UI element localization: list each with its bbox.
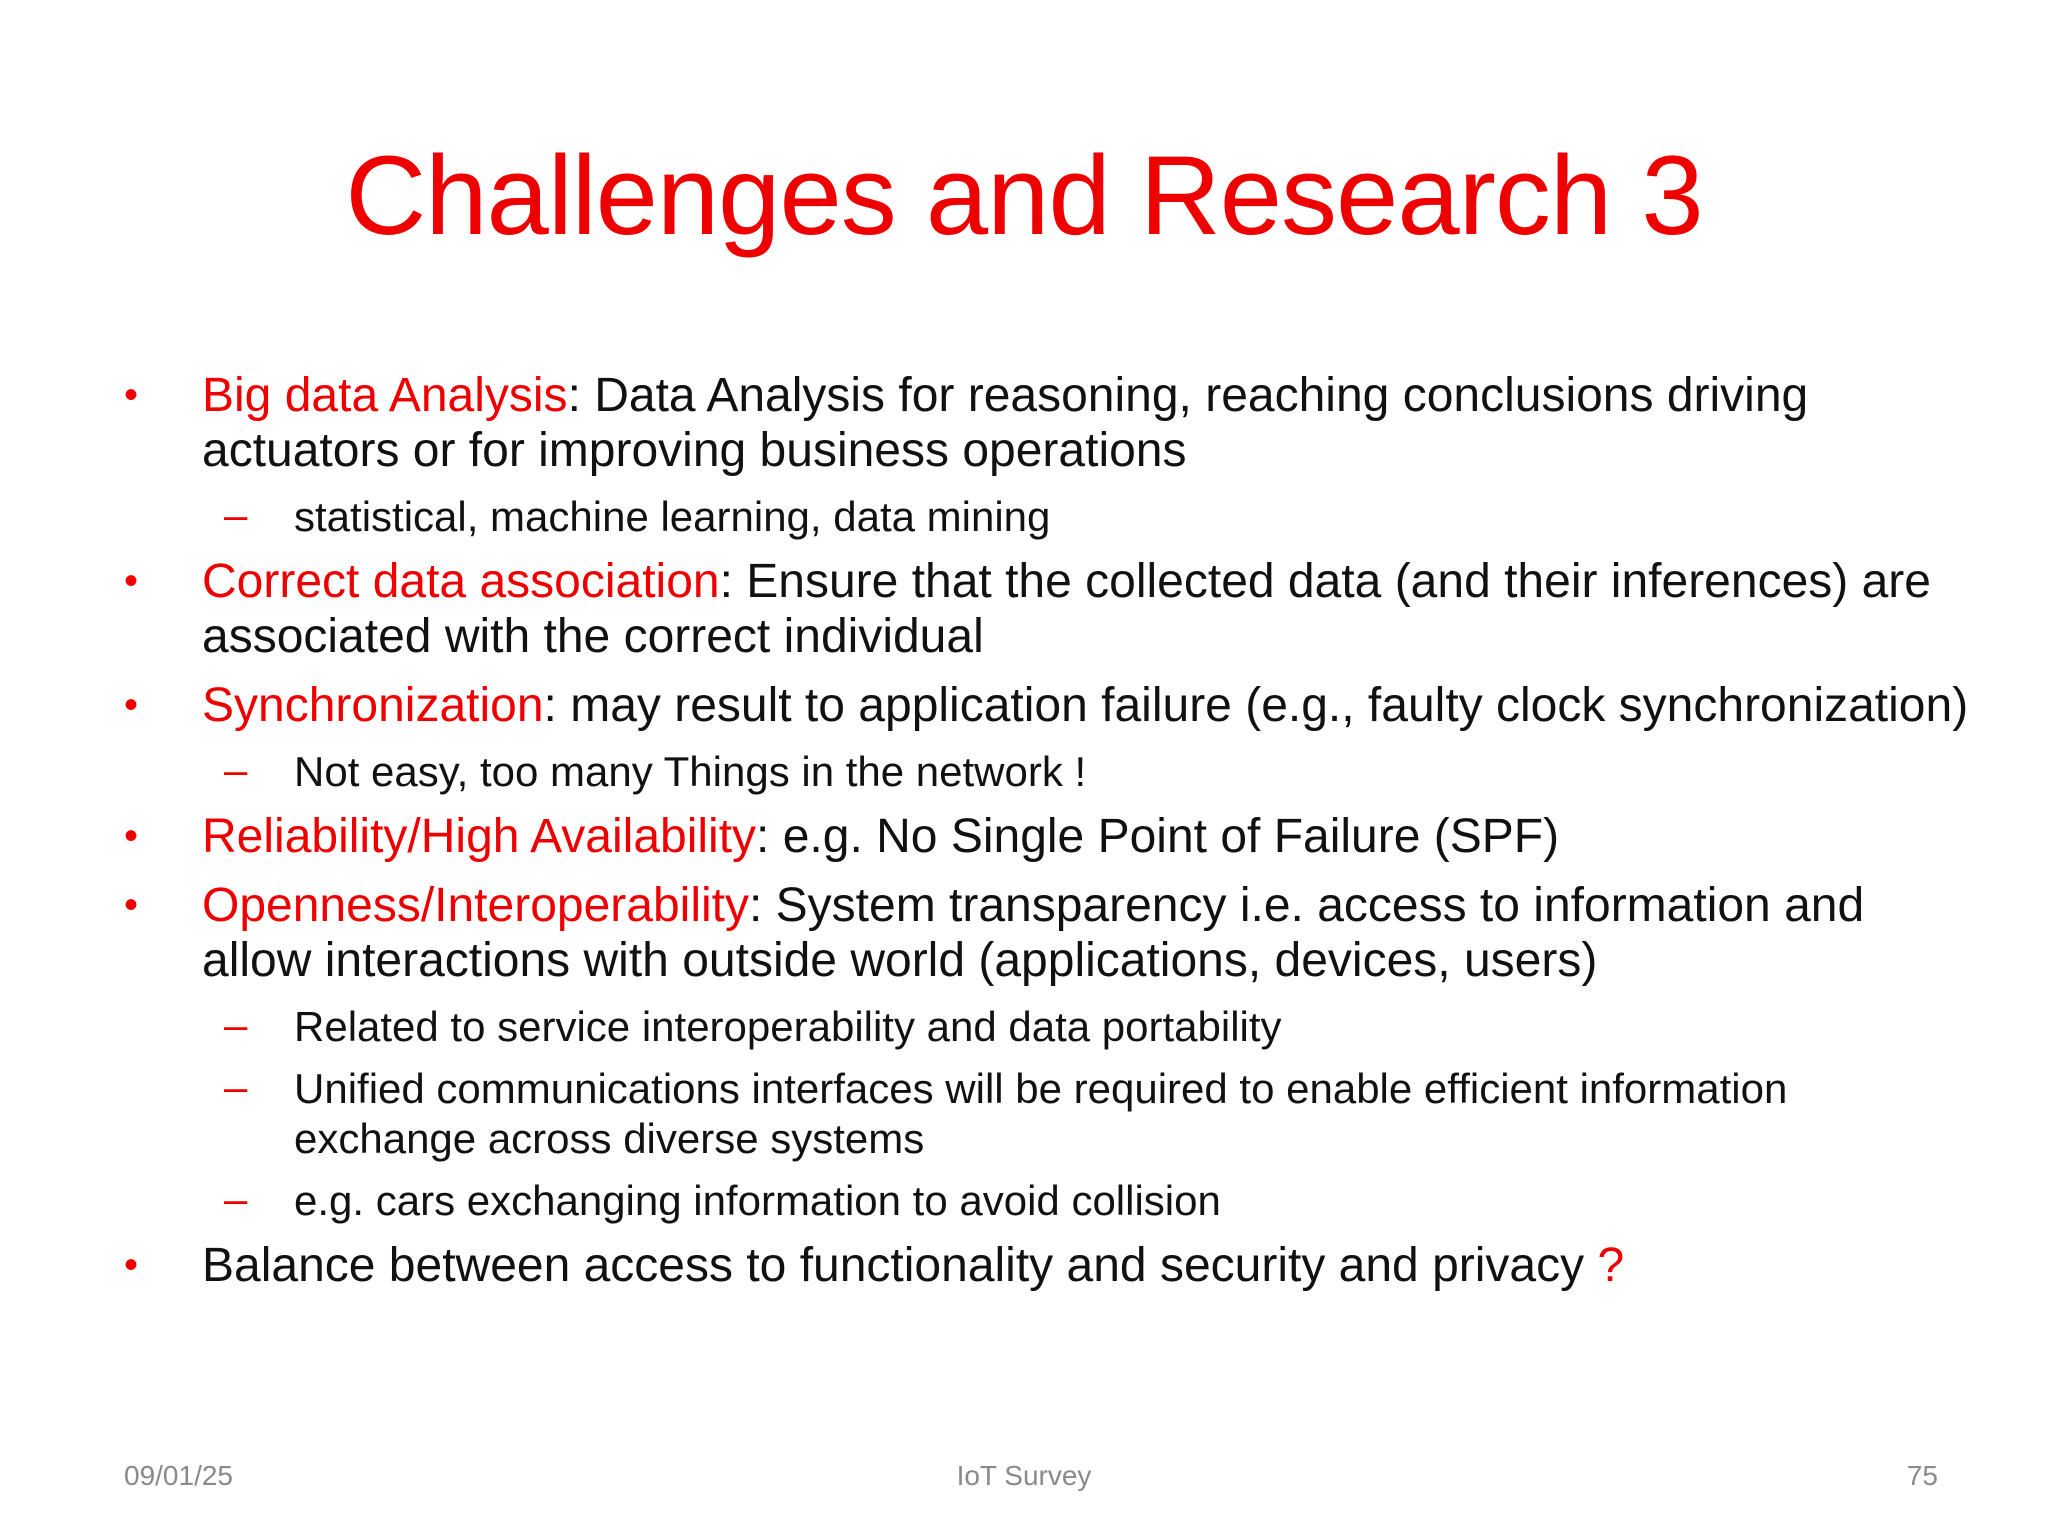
bullet-marker: •	[124, 883, 139, 927]
page-number: 75	[1906, 1460, 1938, 1491]
question-mark: ?	[1597, 1239, 1625, 1292]
bullet-text: : may result to application failure (e.g., faulty clock synchronization)	[543, 679, 1969, 732]
bullet-term: Openness/Interoperability	[202, 879, 749, 932]
sub-item	[120, 1064, 1970, 1164]
sub-text: Not easy, too many Things in the network !	[294, 748, 1087, 795]
sub-item	[120, 1002, 1970, 1052]
bullet-text: : Ensure that the collected data (and their inferences) are associated with the correct individual	[202, 555, 1931, 663]
bullet-text: : Data Analysis for reasoning, reaching conclusions driving actuators or for improving business operations	[202, 369, 1809, 477]
bullet-marker: •	[124, 559, 139, 603]
bullet-list	[120, 368, 1970, 1307]
slide-title: Challenges and Research 3	[345, 133, 1703, 258]
bullet-term: Correct data association	[202, 555, 720, 608]
bullet-text: : System transparency i.e. access to information and allow interactions with outside world (applications, devices, users)	[202, 879, 1865, 987]
bullet-marker: •	[124, 373, 139, 417]
bullet-item-big-data	[120, 368, 1970, 478]
sub-marker: –	[224, 1063, 248, 1110]
bullet-item-openness	[120, 878, 1970, 988]
bullet-marker: •	[124, 814, 139, 858]
sub-marker: –	[224, 491, 248, 538]
sub-text: e.g. cars exchanging information to avoid collision	[294, 1177, 1221, 1224]
bullet-item-synchronization	[120, 678, 1970, 733]
bullet-item-reliability	[120, 809, 1970, 864]
sub-item	[120, 1176, 1970, 1226]
bullet-text: : e.g. No Single Point of Failure (SPF)	[756, 810, 1560, 863]
footer-title: IoT Survey	[956, 1460, 1092, 1491]
sub-item	[120, 492, 1970, 542]
sub-item	[120, 747, 1970, 797]
bullet-marker: •	[124, 683, 139, 727]
bullet-term: Big data Analysis	[202, 369, 568, 422]
bullet-item-balance	[120, 1238, 1970, 1293]
sub-text: statistical, machine learning, data mining	[294, 493, 1051, 540]
bullet-marker: •	[124, 1243, 139, 1287]
footer-date: 09/01/25	[124, 1460, 233, 1491]
bullet-term: Synchronization	[202, 679, 544, 732]
sub-marker: –	[224, 1175, 248, 1222]
bullet-term: Reliability/High Availability	[202, 810, 757, 863]
sub-marker: –	[224, 1001, 248, 1048]
sub-text: Related to service interoperability and data portability	[294, 1003, 1282, 1050]
bullet-text: Balance between access to functionality and security and privacy	[202, 1239, 1598, 1292]
sub-marker: –	[224, 746, 248, 793]
sub-text: Unified communications interfaces will be required to enable efficient information exchange across diverse systems	[294, 1065, 1788, 1162]
bullet-item-data-association	[120, 554, 1970, 664]
